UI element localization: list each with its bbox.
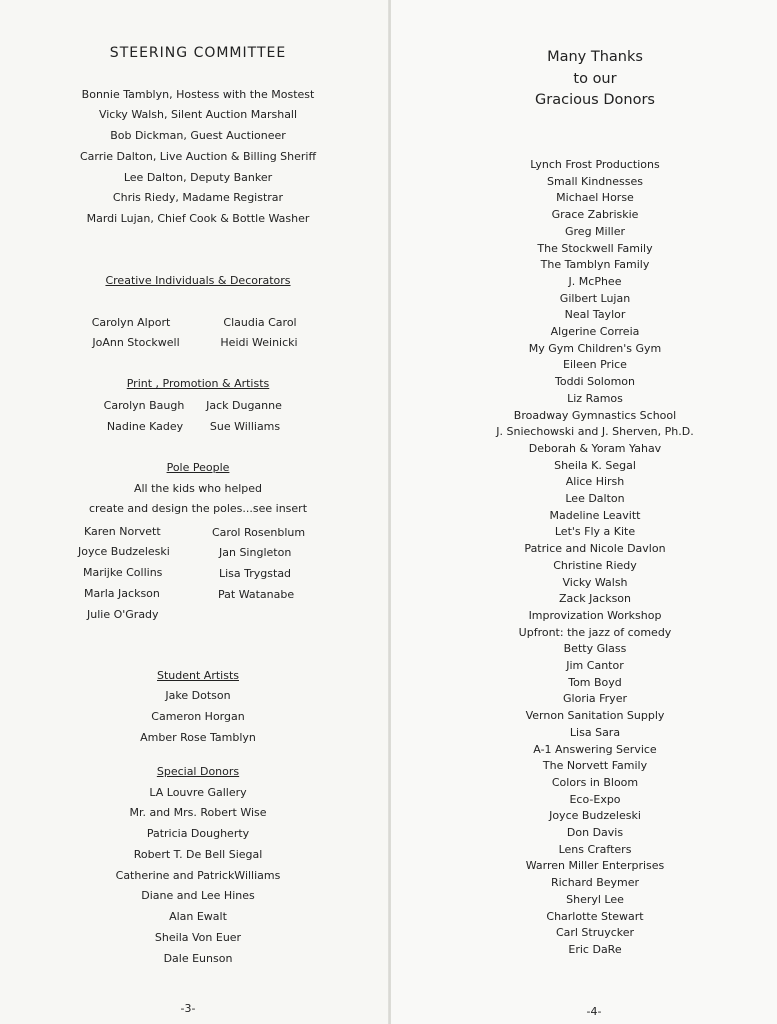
- special-donor: Dale Eunson: [163, 952, 233, 965]
- pole-name: Lisa Trygstad: [219, 567, 292, 580]
- donors-heading-line: Many Thanks: [547, 49, 643, 65]
- donor-name: Lisa Sara: [569, 725, 621, 739]
- creative-section-title: Creative Individuals & Decorators: [105, 274, 291, 287]
- donor-name: Betty Glass: [563, 642, 627, 656]
- committee-member: Lee Dalton, Deputy Banker: [123, 171, 273, 184]
- special-donor: Sheila Von Euer: [154, 931, 242, 944]
- donor-name: Tom Boyd: [568, 675, 622, 689]
- donor-name: Carl Struycker: [555, 926, 635, 940]
- donor-name: Christine Riedy: [553, 558, 637, 572]
- special-donor: Robert T. De Bell Siegal: [133, 848, 263, 861]
- creative-name: Heidi Weinicki: [220, 336, 298, 349]
- student-name: Cameron Horgan: [151, 710, 245, 723]
- donor-name: A-1 Answering Service: [533, 742, 657, 756]
- donor-name: Gilbert Lujan: [559, 291, 631, 305]
- donor-name: Michael Horse: [556, 191, 634, 205]
- print-name: Sue Williams: [209, 420, 281, 433]
- student-artists-title: Student Artists: [157, 669, 239, 682]
- donor-name: Liz Ramos: [567, 391, 623, 405]
- print-name: Carolyn Baugh: [103, 399, 185, 412]
- donor-name: Alice Hirsh: [565, 475, 625, 489]
- donor-name: Richard Beymer: [550, 876, 640, 890]
- student-name: Amber Rose Tamblyn: [140, 731, 256, 744]
- donor-name: Vicky Walsh: [562, 575, 628, 589]
- donor-name: Colors in Bloom: [551, 775, 639, 789]
- donor-name: Let's Fly a Kite: [554, 525, 636, 539]
- print-name: Jack Duganne: [206, 399, 282, 412]
- donor-name: Improvization Workshop: [528, 608, 662, 622]
- donor-name: Eric DaRe: [568, 942, 622, 956]
- donor-name: Sheryl Lee: [566, 892, 624, 906]
- page-number-right: -4-: [586, 1005, 602, 1018]
- committee-member: Chris Riedy, Madame Registrar: [112, 191, 284, 204]
- special-donor: LA Louvre Gallery: [149, 786, 247, 799]
- donor-name: Warren Miller Enterprises: [525, 859, 665, 873]
- donor-name: Broadway Gymnastics School: [513, 408, 677, 422]
- student-name: Jake Dotson: [165, 689, 231, 702]
- donor-name: Madeline Leavitt: [549, 508, 641, 522]
- pole-name: Jan Singleton: [219, 546, 292, 559]
- donors-heading-line: to our: [573, 71, 617, 87]
- creative-name: Claudia Carol: [223, 316, 297, 329]
- committee-member: Bonnie Tamblyn, Hostess with the Mostest: [81, 88, 315, 101]
- donor-name: Zack Jackson: [558, 592, 632, 606]
- donor-name: Don Davis: [566, 826, 624, 839]
- donor-name: The Stockwell Family: [537, 241, 653, 255]
- donor-name: Eco-Expo: [569, 792, 621, 806]
- donor-name: Greg Miller: [564, 224, 626, 238]
- donor-name: J. McPhee: [568, 274, 622, 288]
- special-donor: Alan Ewalt: [169, 910, 227, 923]
- donor-name: Gloria Fryer: [563, 692, 627, 706]
- donor-name: Lynch Frost Productions: [530, 158, 660, 171]
- pole-name: Pat Watanabe: [218, 588, 295, 601]
- donor-name: Eileen Price: [563, 358, 627, 372]
- committee-member: Mardi Lujan, Chief Cook & Bottle Washer: [86, 212, 310, 225]
- donor-name: Jim Cantor: [566, 659, 624, 672]
- special-donor: Patricia Dougherty: [146, 827, 250, 840]
- donor-name: Grace Zabriskie: [551, 208, 639, 222]
- page-number-left: -3-: [180, 1002, 196, 1015]
- pole-name: Marijke Collins: [83, 566, 163, 579]
- pole-name: Marla Jackson: [84, 587, 160, 600]
- pole-name: Karen Norvett: [84, 525, 161, 538]
- special-donor: Diane and Lee Hines: [141, 889, 255, 902]
- donor-name: Sheila K. Segal: [554, 458, 636, 472]
- committee-member: Bob Dickman, Guest Auctioneer: [110, 129, 286, 142]
- creative-name: JoAnn Stockwell: [92, 336, 180, 349]
- donor-name: Vernon Sanitation Supply: [525, 709, 665, 723]
- donor-name: Lens Crafters: [558, 842, 632, 856]
- pole-note: All the kids who helped: [133, 482, 263, 495]
- committee-member: Carrie Dalton, Live Auction & Billing Sheriff: [79, 150, 317, 163]
- donor-name: Patrice and Nicole Davlon: [524, 542, 666, 556]
- donor-name: Algerine Correia: [550, 325, 640, 338]
- pole-people-title: Pole People: [166, 461, 230, 474]
- donors-heading-line: Gracious Donors: [535, 92, 655, 108]
- special-donors-title: Special Donors: [156, 765, 240, 778]
- creative-name: Carolyn Alport: [91, 316, 171, 329]
- steering-committee-heading: STEERING COMMITTEE: [109, 45, 287, 61]
- print-section-title: Print , Promotion & Artists: [126, 377, 270, 390]
- donor-name: Upfront: the jazz of comedy: [518, 625, 672, 639]
- pole-name: Julie O'Grady: [87, 608, 159, 621]
- donor-name: J. Sniechowski and J. Sherven, Ph.D.: [496, 425, 694, 439]
- donor-name: Lee Dalton: [565, 492, 625, 505]
- donor-name: Joyce Budzeleski: [549, 809, 641, 823]
- donor-name: Neal Taylor: [564, 308, 626, 322]
- donor-name: The Tamblyn Family: [540, 258, 650, 272]
- donor-name: Charlotte Stewart: [546, 909, 644, 923]
- pole-name: Joyce Budzeleski: [78, 545, 170, 558]
- committee-member: Vicky Walsh, Silent Auction Marshall: [98, 108, 298, 121]
- donor-name: Deborah & Yoram Yahav: [528, 441, 662, 455]
- print-name: Nadine Kadey: [106, 420, 184, 433]
- special-donor: Catherine and PatrickWilliams: [115, 869, 281, 882]
- donor-name: Small Kindnesses: [547, 174, 643, 188]
- donor-name: Toddi Solomon: [554, 375, 636, 389]
- donor-name: The Norvett Family: [542, 759, 648, 773]
- right-page: [391, 0, 777, 1024]
- donor-name: My Gym Children's Gym: [528, 341, 662, 355]
- pole-note: create and design the poles...see insert: [88, 502, 308, 515]
- pole-name: Carol Rosenblum: [212, 526, 306, 539]
- special-donor: Mr. and Mrs. Robert Wise: [129, 806, 267, 819]
